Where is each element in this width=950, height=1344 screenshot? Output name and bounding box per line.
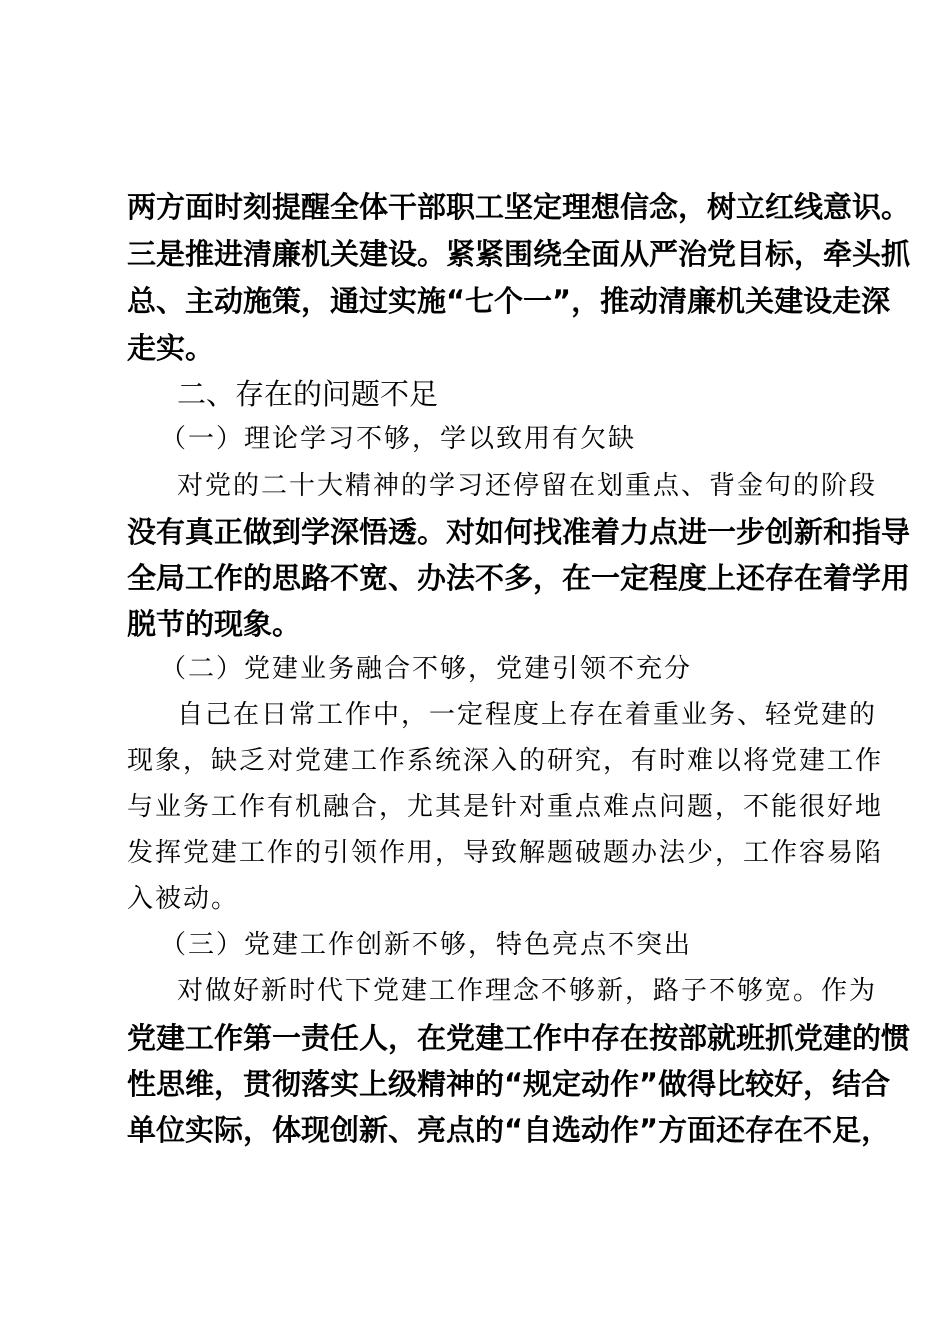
paragraph-line: 单位实际，体现创新、亮点的“自选动作”方面还存在不足， — [127, 1113, 891, 1147]
paragraph-line: 三是推进清廉机关建设。紧紧围绕全面从严治党目标，牵头抓 — [127, 237, 911, 271]
paragraph-line: 自己在日常工作中，一定程度上存在着重业务、轻党建的 — [177, 700, 878, 730]
paragraph-line: 发挥党建工作的引领作用，导致解题破题办法少，工作容易陷 — [127, 838, 884, 868]
paragraph-line: 没有真正做到学深悟透。对如何找准着力点进一步创新和指导 — [127, 515, 911, 549]
subsection-heading: （一）理论学习不够，学以致用有欠缺 — [160, 424, 637, 454]
paragraph-line: 两方面时刻提醒全体干部职工坚定理想信念，树立红线意识。 — [127, 190, 911, 224]
paragraph-line: 对党的二十大精神的学习还停留在划重点、背金句的阶段 — [177, 471, 878, 501]
subsection-heading: （二）党建业务融合不够，党建引领不充分 — [160, 654, 693, 684]
paragraph-line: 与业务工作有机融合，尤其是针对重点难点问题，不能很好地 — [127, 792, 884, 822]
section-heading: 二、存在的问题不足 — [177, 377, 439, 411]
paragraph-line: 性思维，贯彻落实上级精神的“规定动作”做得比较好，结合 — [127, 1067, 891, 1101]
subsection-heading: （三）党建工作创新不够，特色亮点不突出 — [160, 930, 693, 960]
paragraph-line: 脱节的现象。 — [127, 607, 302, 641]
paragraph-line: 对做好新时代下党建工作理念不够新，路子不够宽。作为 — [177, 976, 878, 1006]
paragraph-line: 现象，缺乏对党建工作系统深入的研究，有时难以将党建工作 — [127, 746, 884, 776]
paragraph-line: 入被动。 — [127, 884, 240, 914]
paragraph-line: 全局工作的思路不宽、办法不多，在一定程度上还存在着学用 — [127, 561, 911, 595]
paragraph-line: 党建工作第一责任人，在党建工作中存在按部就班抓党建的惯 — [127, 1021, 911, 1055]
paragraph-line: 总、主动施策，通过实施“七个一”，推动清廉机关建设走深 — [127, 284, 891, 318]
paragraph-line: 走实。 — [127, 331, 215, 365]
